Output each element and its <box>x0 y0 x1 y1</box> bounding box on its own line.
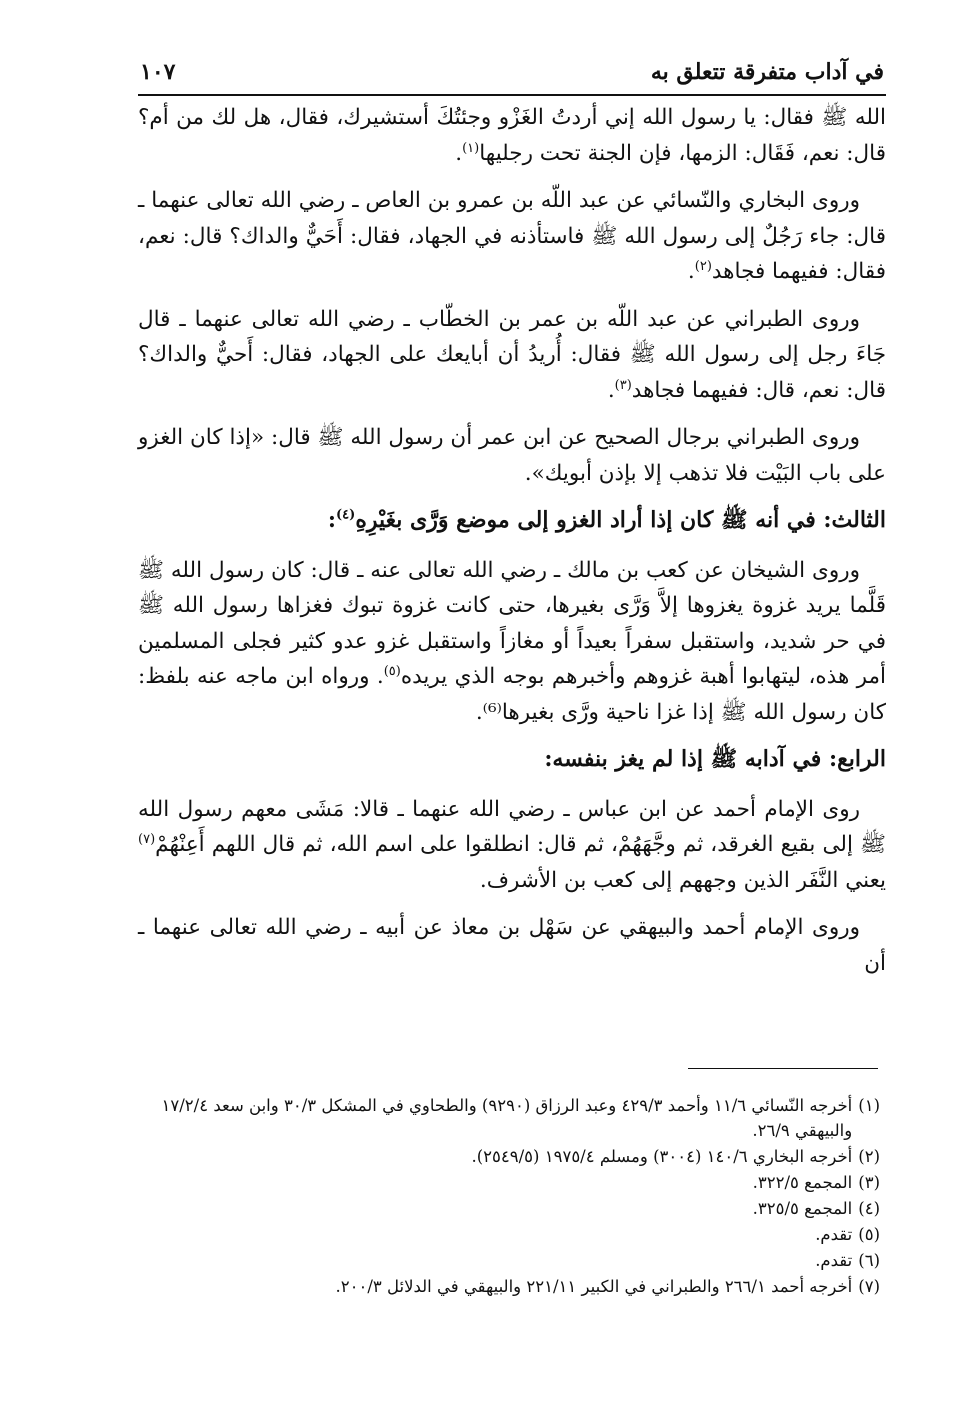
paragraph <box>138 100 886 171</box>
paragraph <box>138 553 886 731</box>
footnote-text: تقدم. <box>815 1225 853 1244</box>
footnote-ref: (١) <box>462 140 480 156</box>
main-text <box>138 100 886 993</box>
footnote-number: (٣) <box>858 1173 880 1192</box>
paragraph-text: وروى الطبراني برجال الصحيح عن ابن عمر أن رسول الله ﷺ قال: «إذا كان الغزو على باب البَيْت فلا تذهب إلا بإذن أبويك». <box>138 425 886 486</box>
section-heading <box>138 742 886 778</box>
footnote-ref: (٣) <box>614 377 632 393</box>
footnote <box>138 1274 880 1299</box>
header-rule <box>138 94 886 96</box>
footnote-separator <box>688 1068 878 1069</box>
page-number: ١٠٧ <box>140 59 176 85</box>
footnote-ref: (٤) <box>336 507 356 523</box>
footnote-text: المجمع ٣٢٥/٥. <box>752 1199 853 1218</box>
footnote <box>138 1170 880 1195</box>
paragraph <box>138 910 886 981</box>
paragraph-tail: يعني النَّفَر الذين وجههم إلى كعب بن الأشرف. <box>479 867 886 893</box>
paragraph-text: وروى الطبراني عن عبد اللّه بن عمر بن الخطّاب ـ رضي الله تعالى عنهما ـ قال جَاءَ رجل إلى رسول الله ﷺ فقال: أُريدُ أن أبايعك على الجهاد، فقال: أَحيٌّ والداك؟ قال: نعم، قال: ففيهما فجاهد <box>138 306 886 403</box>
footnote-text: أخرجه البخاري ١٤٠/٦ (٣٠٠٤) ومسلم ١٩٧٥/٤ (٢٥٤٩/٥). <box>471 1147 853 1166</box>
footnote-number: (١) <box>858 1096 880 1115</box>
footnote <box>138 1196 880 1221</box>
paragraph-tail: . <box>607 377 615 403</box>
paragraph-text: روى الإمام أحمد عن ابن عباس ـ رضي الله عنهما ـ قالا: مَشَى معهم رسول الله ﷺ إلى بقيع الغرقد، ثم وجَّهَهُمْ، ثم قال: انطلقوا على اسم الله، ثم قال اللهم أَعِنْهُمْ <box>138 796 886 857</box>
paragraph-tail: : <box>327 507 337 533</box>
paragraph <box>138 302 886 409</box>
section-heading <box>138 503 886 539</box>
paragraph <box>138 792 886 899</box>
paragraph-text: وروى الشيخان عن كعب بن مالك ـ رضي الله تعالى عنه ـ قال: كان رسول الله ﷺ قَلَّما يريد غزوة يغزوها إلاَّ وَرَّى بغيرها، حتى كانت غزوة تبوك فغزاها رسول الله ﷺ في حر شديد، واستقبل سفراً بعيداً أو مغازاً واستقبل غزو عدو كثير فجلى المسلمين أمر هذه، ليتهابوا أهبة غزوهم وأخبرهم بوجه الذي يريده <box>138 557 887 689</box>
footnote-ref: (٧) <box>138 831 156 847</box>
footnote-number: (٤) <box>858 1199 880 1218</box>
paragraph-tail: . ورواه ابن ماجه عنه بلفظ: كان رسول الله ﷺ إذا غزا ناحية ورَّى بغيرها⁽⁶⁾. <box>138 664 886 725</box>
footnote <box>138 1222 880 1247</box>
footnote-number: (٧) <box>858 1277 880 1296</box>
paragraph <box>138 420 886 491</box>
footnote-number: (٦) <box>858 1251 880 1270</box>
footnote-text: أخرجه النّسائي ١١/٦ وأحمد ٤٢٩/٣ وعبد الرزاق (٩٢٩٠) والطحاوي في المشكل ٣٠/٣ وابن سعد ١٧/٢/٤ والبيهقي ٢٦/٩. <box>161 1096 853 1140</box>
footnote <box>138 1248 880 1273</box>
footnote-text: المجمع ٣٢٢/٥. <box>752 1173 853 1192</box>
footnote-ref: (٢) <box>694 258 712 274</box>
header-title: في آداب متفرقة تتعلق به <box>650 59 884 85</box>
footnote-number: (٢) <box>858 1147 880 1166</box>
paragraph-text: الله ﷺ فقال: يا رسول الله إني أردتُ الغَزْو وجئتُكَ أستشيرك، فقال، هل لك من أم؟ قال: نعم، فَقَال: الزمها، فإن الجنة تحت رجليها <box>138 105 886 166</box>
footnote <box>138 1144 880 1169</box>
footnote-ref: (٥) <box>383 663 401 679</box>
paragraph-text: وروى البخاري والنّسائي عن عبد اللّه بن عمرو بن العاص ـ رضي الله تعالى عنهما ـ قال: جاء رَجُلٌ إلى رسول الله ﷺ فاستأذنه في الجهاد، فقال: أَحَيٌّ والداك؟ قال: نعم، فقال: ففيهما فجاهد <box>138 188 886 284</box>
paragraph-tail: . <box>455 140 463 166</box>
footnotes <box>138 1093 880 1300</box>
footnote-text: أخرجه أحمد ٢٦٦/١ والطبراني في الكبير ٢٢١/١١ والبيهقي في الدلائل ٢٠٠/٣. <box>335 1277 853 1296</box>
footnote-number: (٥) <box>858 1225 880 1244</box>
paragraph-tail: . <box>687 259 695 284</box>
running-header <box>140 52 884 92</box>
footnote-text: تقدم. <box>815 1251 853 1270</box>
paragraph-text: الثالث: في أنه ﷺ كان إذا أراد الغزو إلى موضع وَرَّى بغَيْرِهِ <box>355 507 886 533</box>
paragraph <box>138 183 886 290</box>
paragraph-text: وروى الإمام أحمد والبيهقي عن سَهْل بن معاذ عن أبيه ـ رضي الله تعالى عنهما ـ أن <box>138 915 886 976</box>
footnote <box>138 1093 880 1143</box>
paragraph-text: الرابع: في آدابه ﷺ إذا لم يغز بنفسه: <box>544 746 886 772</box>
